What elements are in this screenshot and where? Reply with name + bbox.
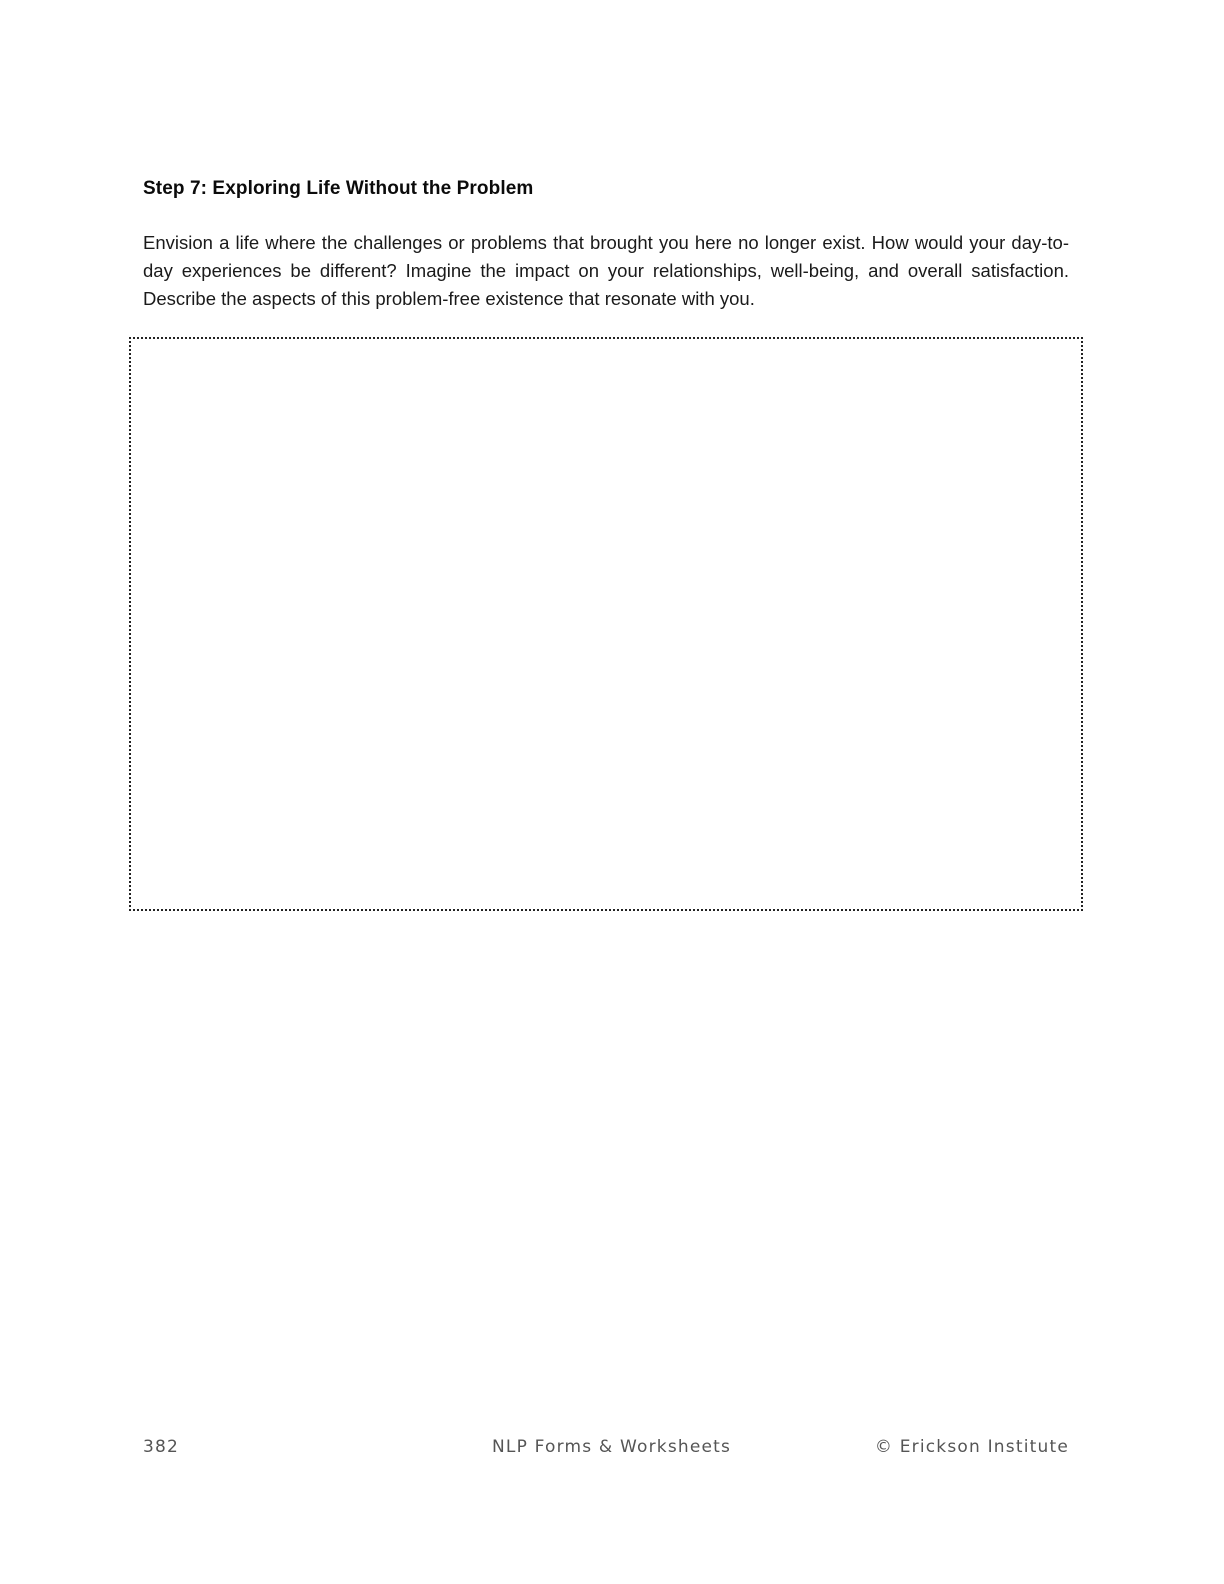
page-number: 382 <box>143 1437 180 1457</box>
response-text-area[interactable] <box>129 337 1083 911</box>
step-title: Step 7: Exploring Life Without the Problem <box>143 178 534 199</box>
copyright-notice: © Erickson Institute <box>874 1437 1069 1457</box>
step-instructions: Envision a life where the challenges or problems that brought you here no longer exist. How would your day-to-day experiences be different? Imagine the impact on your relationships, well-being, and overall satisfaction. Describe the aspects of this problem-free existence that resonate with you. <box>143 232 1069 309</box>
book-title: NLP Forms & Worksheets <box>492 1437 732 1457</box>
